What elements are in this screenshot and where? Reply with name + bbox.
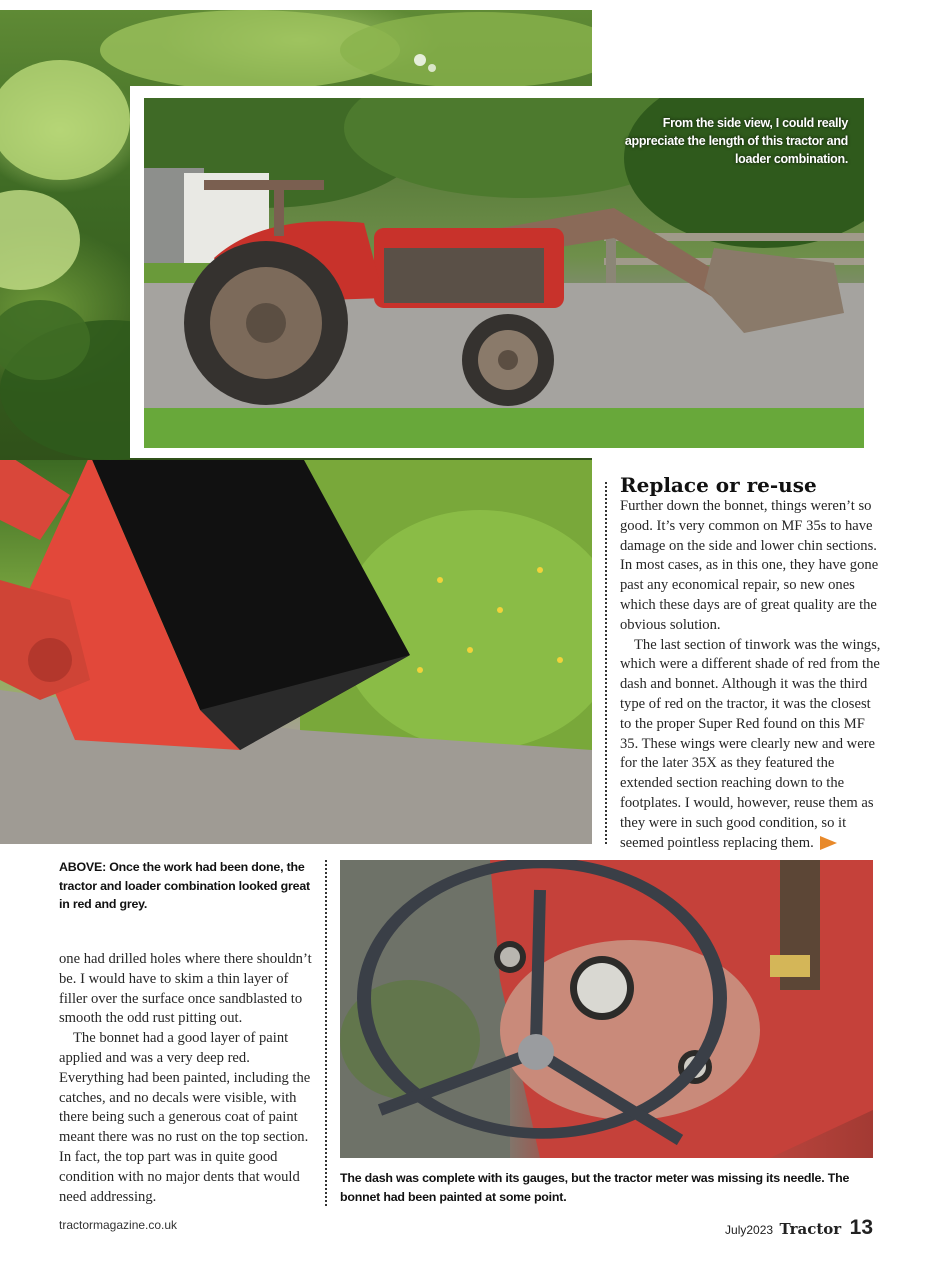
continue-arrow-icon (820, 836, 837, 850)
loader-bucket-art (0, 460, 592, 844)
footer-website: tractormagazine.co.uk (59, 1218, 178, 1232)
tractor-side-view-photo (144, 98, 864, 448)
footer-magazine-name: Tractor (779, 1220, 842, 1238)
page-number: 13 (849, 1216, 873, 1239)
paragraph: The last section of tinwork was the wings, which were a different shade of red from the dash and bonnet. Although it was the third type of red on the tractor, it was the closest to the proper Super Red found on this MF 35. These wings were clearly new and were for the later 35X as they featured the extended section reaching down to the footplates. I would, however, reuse them as they were in such good condition, so it seemed pointless replacing them. (620, 636, 881, 851)
column-divider-right (605, 482, 607, 844)
photo-caption-above: ABOVE: Once the work had been done, the tractor and loader combination looked great in red and grey. (59, 860, 310, 911)
article-column-left (59, 950, 313, 1207)
loader-bucket-photo (0, 460, 592, 844)
tractor-dash-photo (340, 860, 873, 1158)
photo-caption-dash: The dash was complete with its gauges, but the tractor meter was missing its needle. The bonnet had been painted at some point. (340, 1171, 850, 1204)
paragraph: one had drilled holes where there shouldn’t be. I would have to skim a thin layer of filler over the surface once sandblasted to smooth the odd rust pitting out. (59, 951, 312, 1027)
paragraph: The bonnet had a good layer of paint applied and was a very deep red. Everything had been painted, including the catches, and no decals were visible, with there being such a generous coat of paint meant there was no rust on the top section. In fact, the top part was in quite good condition with no major dents that would need addressing. (59, 1030, 311, 1205)
column-divider-left (325, 860, 327, 1206)
tractor-dash-art (340, 860, 873, 1158)
paragraph: Further down the bonnet, things weren’t so good. It’s very common on MF 35s to have damage on the side and lower chin sections. In most cases, as in this one, they have gone past any economical repair, so new ones which these days are of great quality are the obvious solution. (620, 498, 879, 633)
footer-issue-date: July2023 (725, 1223, 774, 1237)
footer-folio (725, 1216, 873, 1240)
article-column-right (620, 497, 882, 853)
photo-caption-side-view: From the side view, I could really appreciate the length of this tractor and loader combination. (624, 116, 848, 166)
section-heading: Replace or re-use (620, 473, 817, 497)
